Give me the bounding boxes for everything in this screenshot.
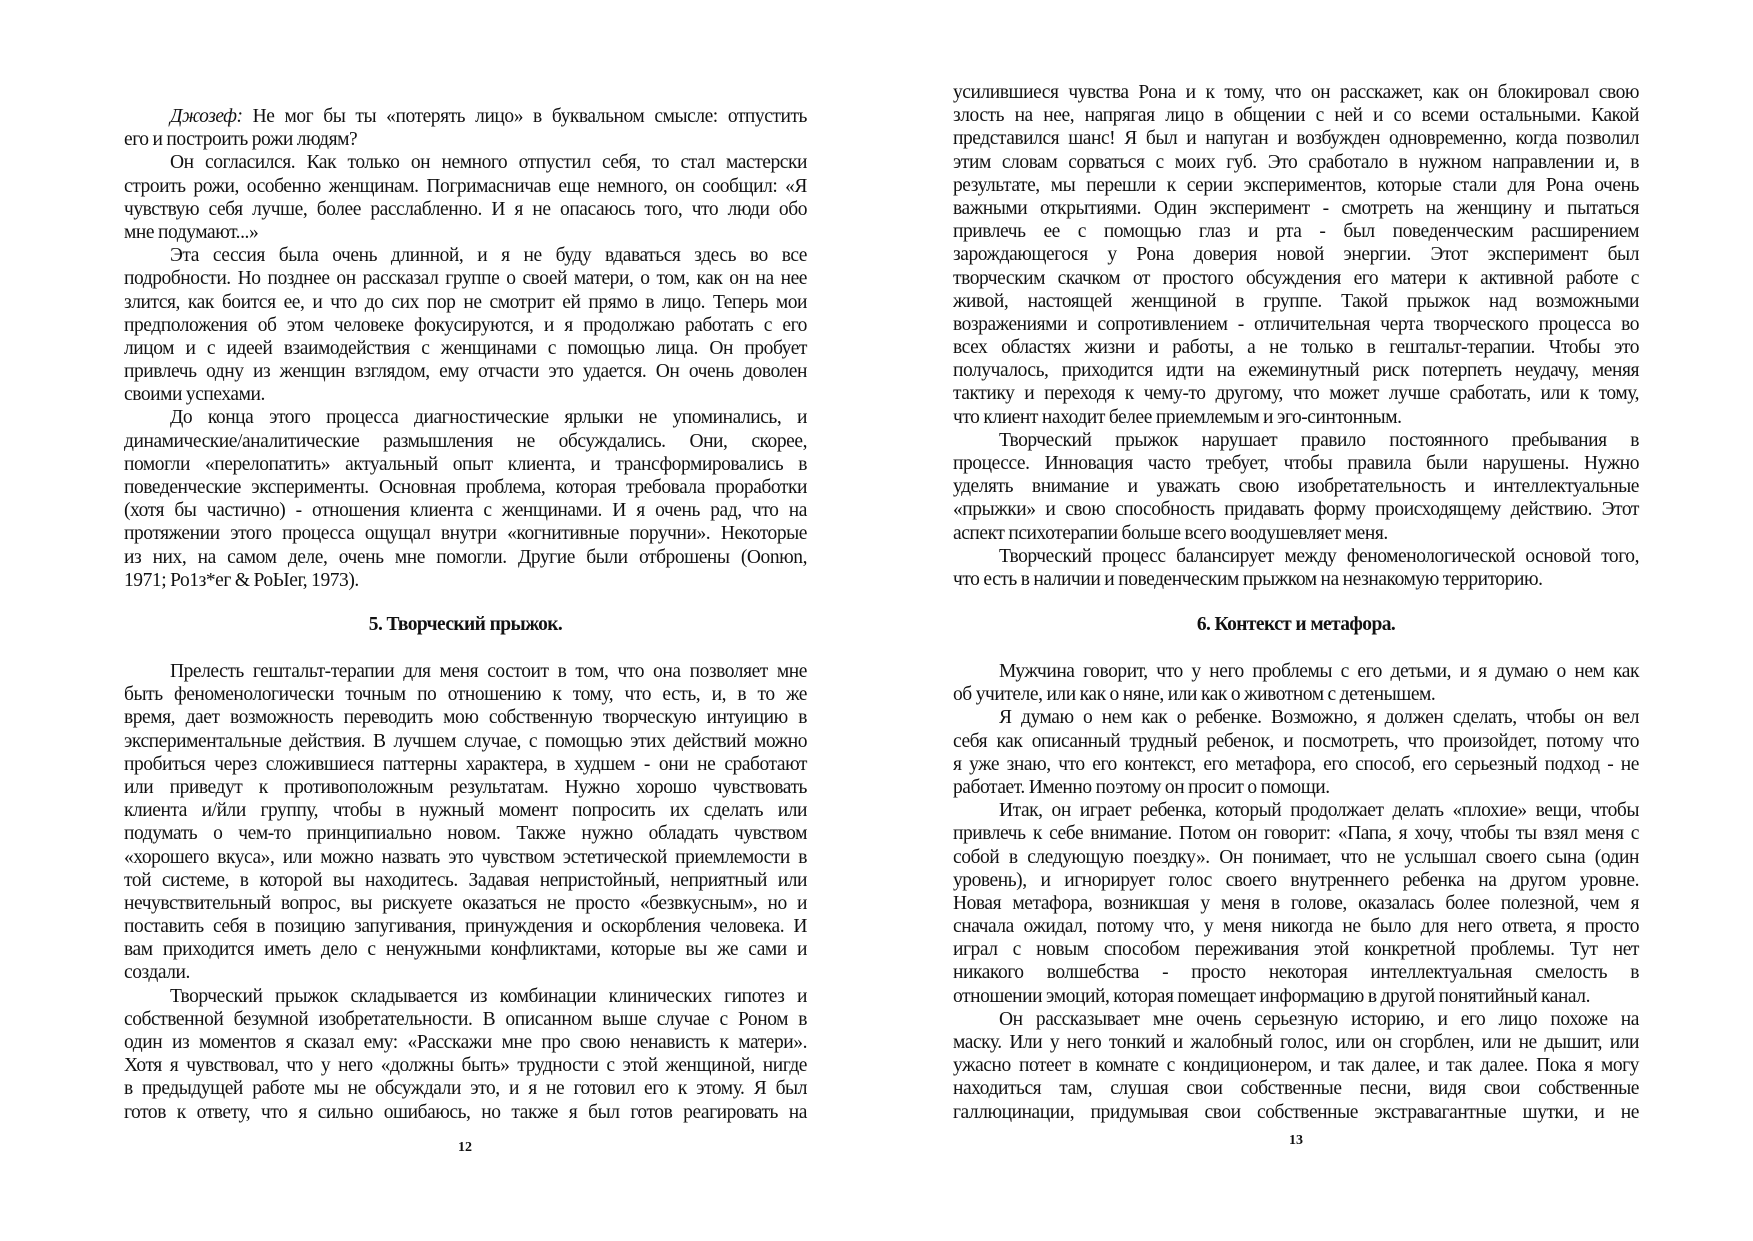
- text-line: мне подумают...»: [124, 221, 259, 243]
- text-line: что есть в наличии и поведенческим прыжком на незнакомую территорию.: [953, 568, 1543, 590]
- paragraph: [953, 545, 1639, 591]
- paragraph: [953, 1008, 1639, 1124]
- text-line: Хотя я чувствовал, что у него «должны быть» трудности с этой женщиной, нигде: [124, 1055, 807, 1077]
- text-line: строить рожи, особенно женщинам. Погримасничав еще немного, он сообщил: «Я: [124, 175, 807, 197]
- text-line: один из моментов я сказал ему: «Расскажи мне про свою ненависть к матери».: [124, 1032, 807, 1053]
- text-line: клиента и/йли группу, чтобы в нужный момент попросить их сделать или: [124, 800, 807, 822]
- text-line: результате, мы перешли к серии экспериментов, которые стали для Рона очень: [953, 174, 1639, 196]
- text-line: сначала ожидал, потому что, у меня никогда не было для него ответа, я просто: [953, 916, 1639, 938]
- page-number-right: 13: [1289, 1133, 1303, 1148]
- section-heading-6: 6. Контекст и метафора.: [1196, 614, 1396, 635]
- text-line: той системе, в которой вы находитесь. Задавая непристойный, неприятный или: [124, 869, 807, 891]
- text-line: получалось, приходится идти на ежеминутный риск потерпеть неудачу, меняя: [953, 360, 1639, 382]
- text-line: Он рассказывает мне очень серьезную историю, и его лицо похоже на: [999, 1008, 1639, 1030]
- text-line: представился шанс! Я был и напуган и возбужден одновременно, когда позволил: [953, 128, 1639, 150]
- paragraph: [953, 706, 1639, 799]
- text-line: уделять внимание и уважать свою изобретательность и интеллектуальные: [953, 476, 1639, 498]
- text-line: Творческий прыжок складывается из комбинации клинических гипотез и: [170, 985, 807, 1007]
- text-line: собственной безумной изобретательности. В описанном выше случае с Роном в: [124, 1008, 807, 1030]
- speaker-name: Джозеф:: [170, 106, 243, 127]
- text-line: находиться там, слушая свои собственные песни, видя свои собственные: [953, 1078, 1639, 1100]
- text-line: аспект психотерапии больше всего воодушевляет меня.: [953, 522, 1388, 544]
- text-line: в предыдущей работе мы не обсуждали это, и я не готовил его к этому. Я был: [124, 1078, 807, 1100]
- text-line: собой в следующую поездку». Он понимает, что не услышал своего сына (один: [953, 846, 1639, 868]
- text-line: (хотя бы частично) - отношения клиента с женщинами. И я очень рад, что на: [124, 500, 807, 522]
- text-line: Эта сессия была очень длинной, и я не буду вдаваться здесь во все: [170, 245, 807, 267]
- text-line: зарождающегося у Рона доверия новой энергии. Этот эксперимент был: [953, 244, 1639, 266]
- right-section-text: [953, 660, 1639, 1124]
- page-number-left: 12: [458, 1140, 472, 1155]
- text-line: помогли «перелопатить» актуальный опыт клиента, и трансформировались в: [124, 453, 807, 475]
- text-line: уровень), и игнорирует голос своего внутреннего ребенка на другом уровне.: [953, 869, 1639, 891]
- text-line: своими успехами.: [124, 384, 265, 406]
- text-line: Прелесть гештальт-терапии для меня состоит в том, что она позволяет мне: [170, 661, 807, 682]
- section-heading-5: 5. Творческий прыжок.: [368, 614, 563, 635]
- text-line: создали.: [124, 962, 190, 984]
- paragraph: [953, 429, 1639, 545]
- text-line: 1971; Ро1з*ег & РоЫег, 1973).: [124, 569, 359, 591]
- text-line: важными открытиями. Один эксперимент - смотреть на женщину и пытаться: [953, 197, 1639, 219]
- text-line: привлечь ее с помощью глаз и рта - был поведенческим расширением: [953, 221, 1639, 243]
- text-line: об учителе, или как о няне, или как о животном с детенышем.: [953, 684, 1436, 706]
- text-line: что клиент находит белее приемлемым и эго-синтонным.: [953, 406, 1402, 428]
- text-line: этим словам сорваться с моих губ. Это сработало в нужном направлении и, в: [953, 151, 1639, 173]
- text-line: живой, настоящей женщиной в группе. Такой прыжок над возможными: [953, 290, 1639, 312]
- text-line: лицом и с идеей взаимодействия с женщинами с помощью лица. Он пробует: [124, 337, 807, 359]
- text-line: привлечь к себе внимание. Потом он говорит: «Папа, я хочу, чтобы ты взял меня с: [953, 823, 1639, 845]
- left-section-text: [124, 660, 807, 1124]
- text-line: Он согласился. Как только он немного отпустил себя, то стал мастерски: [170, 152, 807, 174]
- paragraph: [124, 660, 807, 985]
- text-line: Мужчина говорит, что у него проблемы с его детьми, и я думаю о нем как: [999, 661, 1639, 682]
- text-line: быть феноменологически точным по отношению к тому, что есть, и, в то же: [124, 684, 807, 706]
- text-line: Творческий прыжок нарушает правило постоянного пребывания в: [999, 429, 1639, 451]
- text-line: готов к ответу, что я сильно ошибаюсь, но также я был готов реагировать на: [124, 1101, 807, 1123]
- text-line: чувствую себя лучше, более расслабленно. И я не опасаюсь того, что люди обо: [124, 198, 807, 220]
- text-line: нечувствительный вопрос, вы рискуете оказаться не просто «безвкусным», но и: [124, 892, 807, 914]
- right-top-text: [953, 81, 1639, 591]
- text-line: пробиться через сложившиеся паттерны характера, в худшем - они не сработают: [124, 753, 807, 775]
- text-line: поставить себя в позицию запугивания, принуждения и оскорбления человека. И: [124, 916, 807, 938]
- text-line: ужасно потеет в комнате с кондиционером, и так далее, и так далее. Пока я могу: [953, 1055, 1639, 1077]
- text-line: злость на нее, напрягая лицо в общении с ней и со всеми остальными. Какой: [953, 105, 1639, 127]
- paragraph: [953, 81, 1639, 429]
- text-line: поведенческие эксперименты. Основная проблема, которая требовала проработки: [124, 477, 807, 498]
- text-line: Новая метафора, возникшая у меня в голове, оказалась более полезной, чем я: [953, 892, 1639, 914]
- text-line: Творческий процесс балансирует между феноменологической основой того,: [999, 545, 1639, 567]
- text-line: злится, как боится ее, и что до сих пор не смотрит ей прямо в лицо. Теперь мои: [124, 291, 807, 313]
- paragraph: [124, 105, 807, 151]
- paragraph: [124, 406, 807, 592]
- paragraph: [124, 244, 807, 406]
- text-line: маску. Или у него тонкий и жалобный голос, или он сгорблен, или не дышит, или: [953, 1032, 1639, 1053]
- text-line: До конца этого процесса диагностические ярлыки не упоминались, и: [170, 407, 807, 429]
- text-line: никакого волшебства - просто некоторая интеллектуальная смелость в: [953, 962, 1639, 984]
- text-line: подробности. Но позднее он рассказал группе о своей матери, о том, как он на нее: [124, 268, 807, 290]
- text-line: подумать о чем-то принципиально новом. Также нужно обладать чувством: [124, 823, 807, 845]
- text-line: всех областях жизни и работы, а не только в гештальт-терапии. Чтобы это: [953, 337, 1639, 359]
- text-line: работает. Именно поэтому он просит о помощи.: [953, 776, 1330, 798]
- left-top-text: [124, 105, 807, 592]
- text-line: его и построить рожи людям?: [124, 129, 358, 151]
- paragraph: [124, 985, 807, 1124]
- text-line: тактику и переходя к чему-то другому, что может лучше сработать, или к тому,: [953, 383, 1639, 405]
- text-line: время, дает возможность переводить мою собственную творческую интуицию в: [124, 707, 807, 729]
- text-line: протяжении этого процесса ощущал внутри «когнитивные поручни». Некоторые: [124, 523, 807, 545]
- text-line: из них, на самом деле, очень мне помогли. Другие были отброшены (Ооnюn,: [124, 546, 807, 568]
- paragraph: [124, 151, 807, 244]
- text-line: или приведут к противоположным результатам. Нужно хорошо чувствовать: [124, 776, 807, 798]
- text-line: творческим скачком от простого обсуждения его матери к активной работе с: [953, 267, 1639, 289]
- text-line: вам приходится иметь дело с ненужными конфликтами, которые вы же сами и: [124, 939, 807, 961]
- text-line: Я думаю о нем как о ребенке. Возможно, я должен сделать, чтобы он вел: [999, 707, 1639, 729]
- text-line: я уже знаю, что его контекст, его метафора, его способ, его серьезный подход - не: [953, 753, 1639, 775]
- text-line: динамические/аналитические размышления не обсуждались. Они, скорее,: [124, 430, 807, 452]
- text-line: галлюцинации, придумывая свои собственные экстравагантные шутки, и не: [953, 1101, 1639, 1123]
- text-line: привлечь одну из женщин взглядом, ему отчасти это удается. Он очень доволен: [124, 361, 807, 383]
- paragraph: [953, 660, 1639, 706]
- text-line: «прыжки» и свою способность придавать форму происходящему действию. Этот: [953, 499, 1639, 521]
- text-line: Джозеф: Не мог бы ты «потерять лицо» в буквальном смысле: отпустить: [170, 106, 807, 127]
- text-line: «хорошего вкуса», или можно назвать это чувством эстетической приемлемости в: [124, 846, 807, 868]
- text-line: возражениями и сопротивлением - отличительная черта творческого процесса во: [953, 313, 1639, 335]
- text-line: предположения об этом человеке фокусируются, и я продолжаю работать с его: [124, 314, 807, 336]
- paragraph: [953, 799, 1639, 1008]
- text-line: процессе. Инновация часто требует, чтобы правила были нарушены. Нужно: [953, 453, 1639, 474]
- text-line: отношении эмоций, которая помещает информацию в другой понятийный канал.: [953, 985, 1591, 1007]
- text-line: Итак, он играет ребенка, который продолжает делать «плохие» вещи, чтобы: [999, 800, 1639, 822]
- text-line: играл с новым способом переживания этой конкретной проблемы. Тут нет: [953, 939, 1639, 961]
- text-line: усилившиеся чувства Рона и к тому, что он расскажет, как он блокировал свою: [953, 82, 1639, 103]
- text-line: экспериментальные действия. В лучшем случае, с помощью этих действий можно: [124, 730, 807, 752]
- text-line: себя как описанный трудный ребенок, и посмотреть, что произойдет, потому что: [953, 730, 1639, 752]
